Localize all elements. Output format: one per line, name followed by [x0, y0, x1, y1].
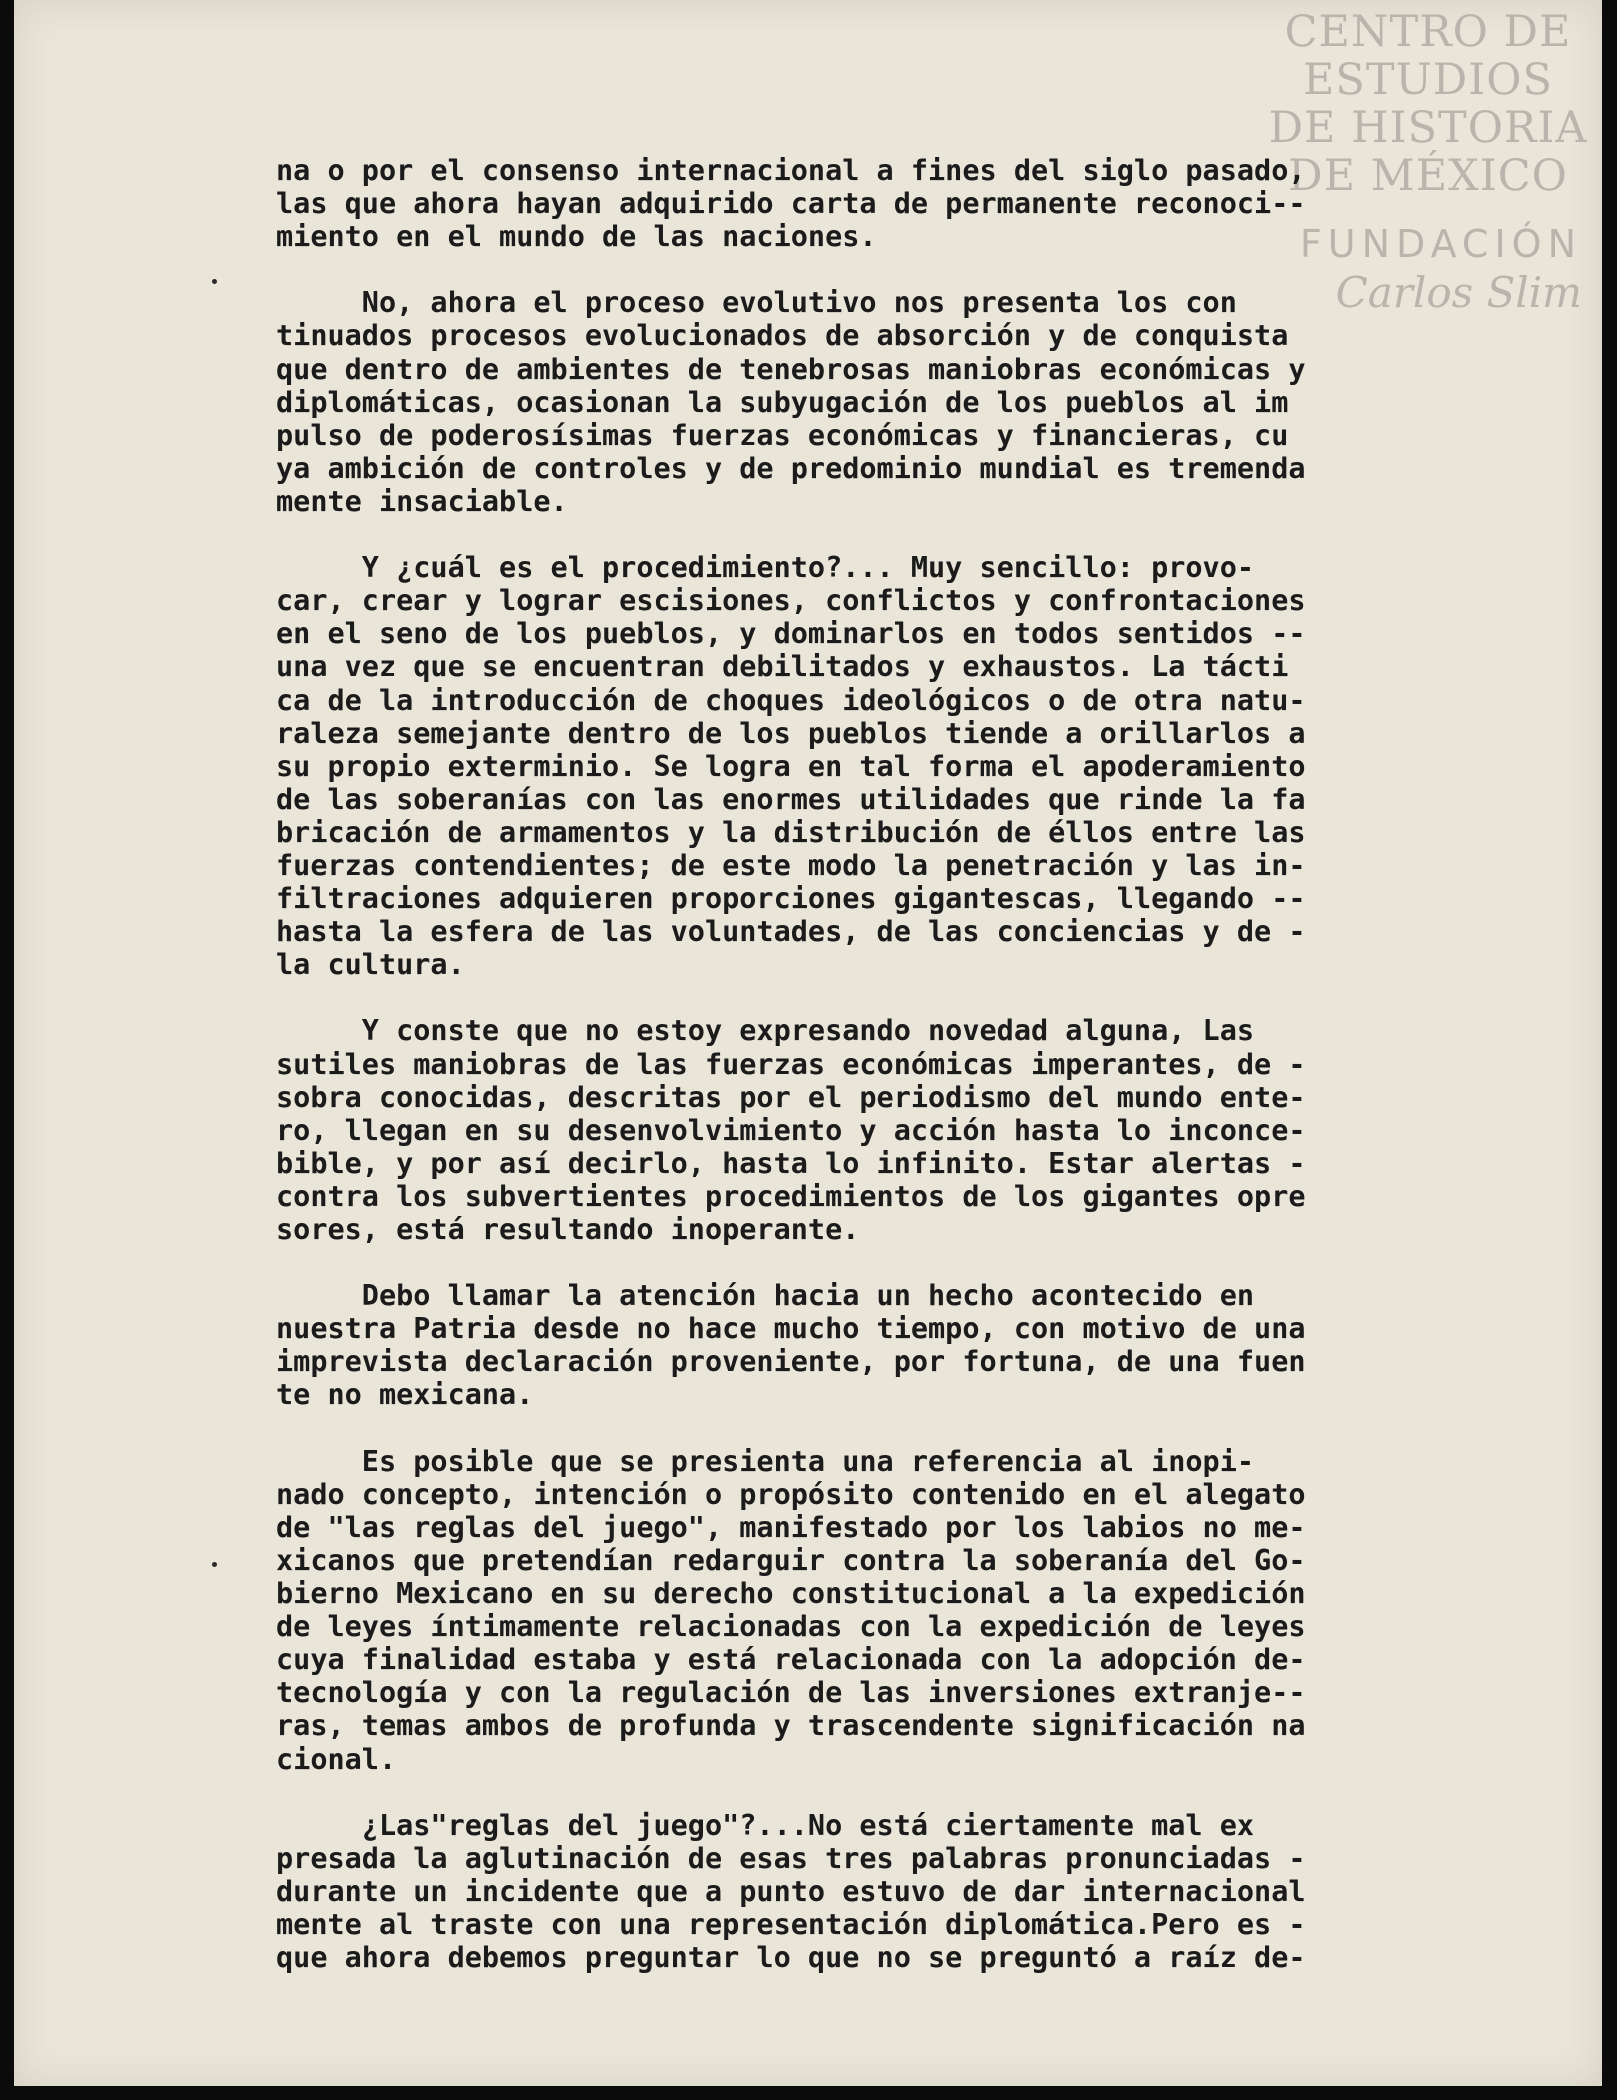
text-line: que ahora debemos preguntar lo que no se preguntó a raíz de-	[276, 1941, 1306, 1975]
text-line: bierno Mexicano en su derecho constitucional a la expedición	[276, 1577, 1306, 1611]
text-line: sobra conocidas, descritas por el periodismo del mundo ente-	[276, 1080, 1306, 1114]
paragraph	[276, 286, 1476, 518]
text-line: car, crear y lograr escisiones, conflictos y confrontaciones	[276, 584, 1306, 618]
text-line: miento en el mundo de las naciones.	[276, 220, 877, 254]
paragraph	[276, 1809, 1476, 1974]
text-line: Y conste que no estoy expresando novedad alguna, Las	[276, 1014, 1255, 1048]
text-line: No, ahora el proceso evolutivo nos presenta los con	[276, 286, 1237, 320]
text-line: durante un incidente que a punto estuvo de dar internacional	[276, 1874, 1306, 1908]
text-line: hasta la esfera de las voluntades, de las conciencias y de -	[276, 915, 1306, 949]
text-line: nado concepto, intención o propósito contenido en el alegato	[276, 1477, 1306, 1511]
text-line: mente al traste con una representación diplomática.Pero es -	[276, 1907, 1306, 1941]
text-line: en el seno de los pueblos, y dominarlos en todos sentidos --	[276, 617, 1306, 651]
text-line: ro, llegan en su desenvolvimiento y acción hasta lo inconce-	[276, 1113, 1306, 1147]
text-line: ¿Las"reglas del juego"?...No está ciertamente mal ex	[276, 1808, 1255, 1842]
text-line: raleza semejante dentro de los pueblos tiende a orillarlos a	[276, 716, 1306, 750]
watermark-line: DE HISTORIA	[1268, 103, 1588, 153]
text-line: tinuados procesos evolucionados de absorción y de conquista	[276, 319, 1289, 353]
text-line: una vez que se encuentran debilitados y exhaustos. La tácti	[276, 650, 1289, 684]
text-line: Debo llamar la atención hacia un hecho acontecido en	[276, 1279, 1255, 1313]
text-line: contra los subvertientes procedimientos de los gigantes opre	[276, 1179, 1306, 1213]
document-page	[14, 0, 1602, 2086]
text-line: te no mexicana.	[276, 1378, 534, 1412]
paragraph	[276, 154, 1476, 253]
text-line: ras, temas ambos de profunda y trascendente significación na	[276, 1709, 1306, 1743]
text-line: nuestra Patria desde no hace mucho tiempo, con motivo de una	[276, 1312, 1306, 1346]
paragraph	[276, 1445, 1476, 1776]
text-line: su propio exterminio. Se logra en tal forma el apoderamiento	[276, 749, 1306, 783]
text-line: na o por el consenso internacional a fines del siglo pasado,	[276, 154, 1306, 187]
watermark-line: ESTUDIOS	[1303, 55, 1553, 105]
text-line: ca de la introducción de choques ideológicos o de otra natu-	[276, 683, 1306, 717]
text-line: las que ahora hayan adquirido carta de permanente reconoci--	[276, 187, 1306, 221]
watermark-line: DE MÉXICO	[1288, 151, 1568, 201]
text-line: diplomáticas, ocasionan la subyugación de los pueblos al im	[276, 385, 1289, 419]
text-line: fuerzas contendientes; de este modo la penetración y las in-	[276, 848, 1306, 882]
typed-text-body	[276, 154, 1476, 2007]
text-line: mente insaciable.	[276, 484, 568, 518]
watermark-foundation: FUNDACIÓN	[1299, 222, 1582, 266]
text-line: cuya finalidad estaba y está relacionada con la adopción de-	[276, 1643, 1306, 1677]
paragraph	[276, 1279, 1476, 1411]
text-line: la cultura.	[276, 948, 465, 982]
text-line: que dentro de ambientes de tenebrosas maniobras económicas y	[276, 352, 1306, 386]
text-line: de leyes íntimamente relacionadas con la expedición de leyes	[276, 1610, 1306, 1644]
text-line: bricación de armamentos y la distribución de éllos entre las	[276, 815, 1306, 849]
text-line: imprevista declaración proveniente, por fortuna, de una fuen	[276, 1345, 1306, 1379]
text-line: xicanos que pretendían redarguir contra la soberanía del Go-	[276, 1543, 1306, 1577]
paragraph	[276, 551, 1476, 981]
text-line: de "las reglas del juego", manifestado por los labios no me-	[276, 1510, 1306, 1544]
margin-speck	[212, 1562, 217, 1567]
watermark-line: CENTRO DE	[1284, 7, 1572, 57]
text-line: tecnología y con la regulación de las inversiones extranje--	[276, 1676, 1306, 1710]
text-line: ya ambición de controles y de predominio mundial es tremenda	[276, 451, 1306, 485]
text-line: Es posible que se presienta una referencia al inopi-	[276, 1444, 1255, 1478]
text-line: sutiles maniobras de las fuerzas económicas imperantes, de -	[276, 1047, 1306, 1081]
paragraph	[276, 1014, 1476, 1246]
watermark-signature: Carlos Slim	[1335, 268, 1582, 317]
text-line: Y ¿cuál es el procedimiento?... Muy sencillo: provo-	[276, 551, 1255, 585]
text-line: presada la aglutinación de esas tres palabras pronunciadas -	[276, 1841, 1306, 1875]
text-line: sores, está resultando inoperante.	[276, 1213, 860, 1246]
text-line: cional.	[276, 1742, 397, 1776]
text-line: bible, y por así decirlo, hasta lo infinito. Estar alertas -	[276, 1146, 1306, 1180]
text-line: pulso de poderosísimas fuerzas económicas y financieras, cu	[276, 418, 1289, 452]
text-line: de las soberanías con las enormes utilidades que rinde la fa	[276, 782, 1306, 816]
margin-speck	[212, 279, 217, 284]
text-line: filtraciones adquieren proporciones gigantescas, llegando --	[276, 882, 1306, 916]
